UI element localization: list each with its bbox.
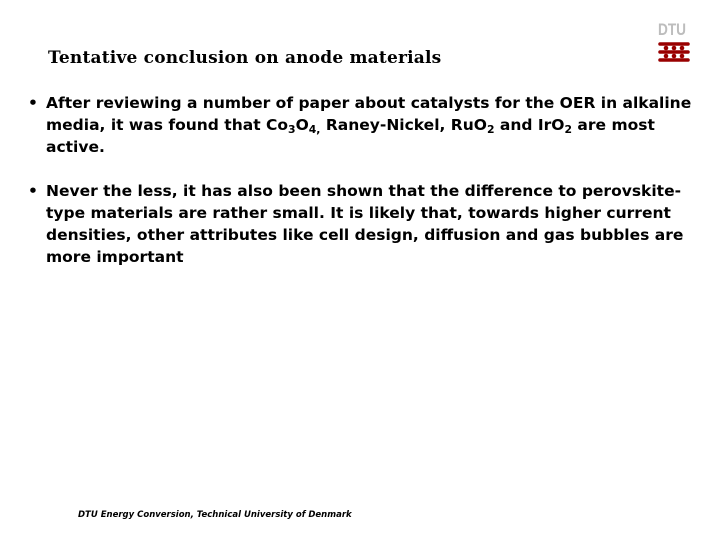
dtu-logo-icon bbox=[656, 18, 692, 66]
bullet-text-1: After reviewing a number of paper about catalysts for the OER in alkaline media, it was found that $Co_3O_{4,}$ Raney-Nickel, RuO$_2$ and IrO$_2$ are most active. bbox=[46, 94, 692, 156]
slide-title: Tentative conclusion on anode materials bbox=[48, 48, 442, 68]
bullet-item-2 bbox=[28, 180, 696, 268]
bullet-item-1 bbox=[28, 92, 696, 158]
bullet-list bbox=[28, 92, 696, 268]
logo-text: DTU bbox=[658, 20, 686, 39]
bullet-marker: • bbox=[28, 94, 38, 112]
bullet-text-2: Never the less, it has also been shown that the difference to perovskite-type materials are rather small. It is likely that, towards higher current densities, other attributes like cell design, diffusion and gas bubbles are more important bbox=[46, 182, 684, 266]
bullet-marker: • bbox=[28, 182, 38, 200]
footer-text: DTU Energy Conversion, Technical University of Denmark bbox=[78, 510, 352, 520]
